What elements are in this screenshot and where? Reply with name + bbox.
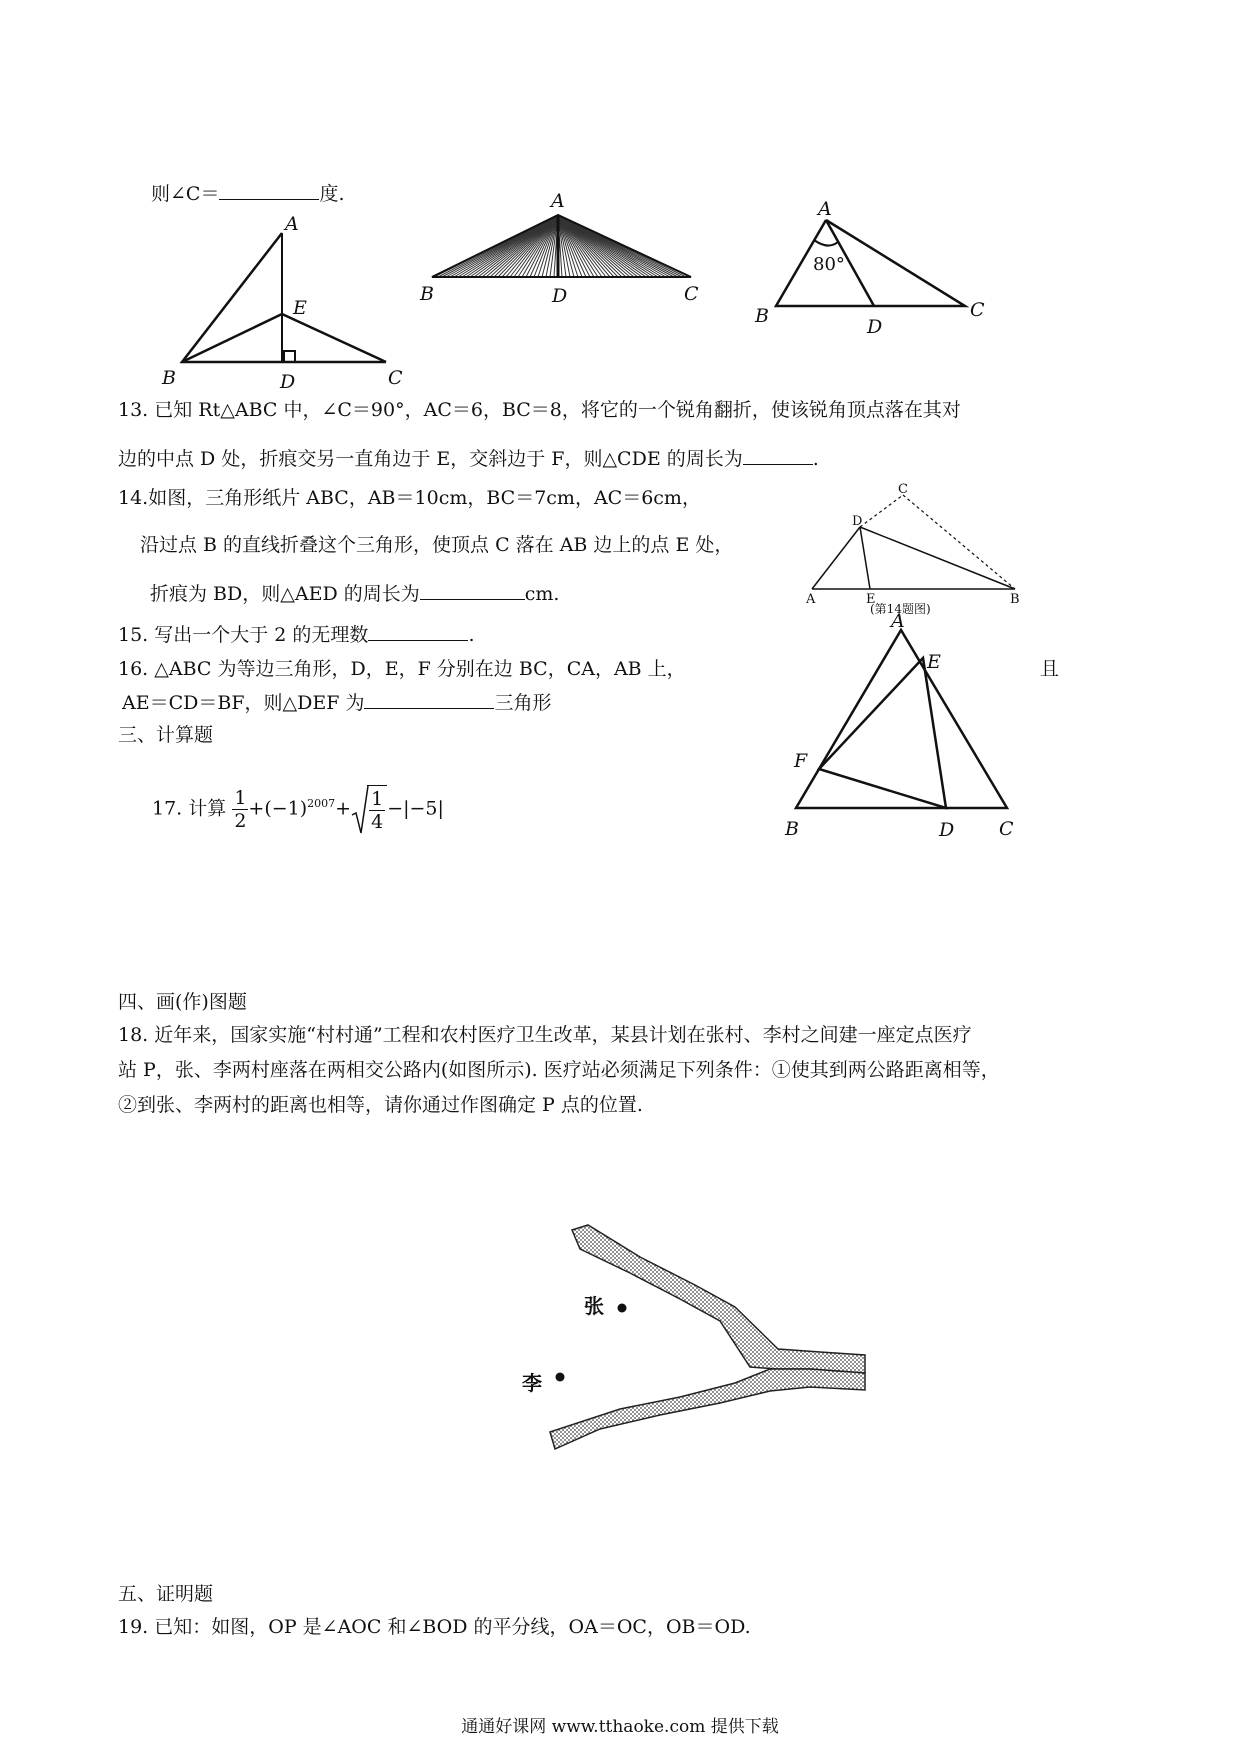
label-a: A	[818, 198, 832, 220]
q15-line: 15. 写出一个大于 2 的无理数 .	[118, 624, 475, 646]
label-b: B	[785, 818, 799, 840]
q17-expression: 17. 计算 $\frac{1}{2}$ $+(-1)^{2007}+$ $\frac{1}{4}$ −|−5|	[152, 786, 444, 834]
village-zhang-dot	[618, 1304, 627, 1313]
section-5-heading: 五、证明题	[118, 1583, 214, 1605]
q13-line2: 边的中点 D 处，折痕交另一直角边于 E，交斜边于 F，则△CDE 的周长为 .	[118, 448, 819, 470]
section-4-heading: 四、画(作)图题	[118, 991, 247, 1013]
label-e: E	[927, 651, 941, 673]
q19-line1: 19. 已知：如图，OP 是∠AOC 和∠BOD 的平分线，OA＝OC，OB＝OD.	[118, 1616, 751, 1638]
figure-equilateral-def	[775, 610, 1035, 850]
village-li-dot	[556, 1373, 565, 1382]
label-a: A	[891, 610, 905, 632]
answer-blank[interactable]	[364, 690, 494, 709]
figure-caption: (第14题图)	[870, 602, 931, 616]
label-d: D	[280, 371, 296, 393]
figure-folded-triangle	[800, 482, 1030, 616]
label-b: B	[755, 305, 769, 327]
answer-blank[interactable]	[743, 446, 813, 465]
answer-blank[interactable]	[420, 581, 525, 600]
page-footer: 通通好课网 www.tthaoke.com 提供下载	[461, 1717, 779, 1737]
label-a: A	[806, 592, 816, 607]
label-d: D	[867, 316, 883, 338]
angle-label: 80°	[813, 254, 845, 275]
label-e: E	[293, 297, 307, 319]
fraction-half: $\frac{1}{2}$	[234, 786, 247, 832]
label-c: C	[999, 818, 1014, 840]
village-zhang-label: 张	[584, 1294, 604, 1318]
section-3-heading: 三、计算题	[118, 724, 214, 746]
figure-triangle-abe	[150, 210, 410, 393]
label-b: B	[1010, 592, 1020, 607]
sqrt-quarter: $\frac{1}{4}$	[351, 785, 387, 834]
q18-line3: ②到张、李两村的距离也相等，请你通过作图确定 P 点的位置.	[118, 1094, 643, 1116]
label-c: C	[898, 482, 908, 497]
label-f: F	[794, 750, 808, 772]
q18-line2: 站 P，张、李两村座落在两相交公路内(如图所示). 医疗站必须满足下列条件：①使其到两公路距离相等，	[118, 1059, 1000, 1081]
q14-line2: 沿过点 B 的直线折叠这个三角形，使顶点 C 落在 AB 边上的点 E 处，	[140, 534, 734, 556]
q14-line3: 折痕为 BD，则△AED 的周长为 cm.	[150, 583, 560, 605]
village-li-label: 李	[522, 1371, 542, 1395]
upper-road	[572, 1225, 865, 1373]
answer-blank[interactable]	[368, 622, 468, 641]
q12-tail-text: 则∠C＝ 度.	[151, 183, 345, 205]
q18-line1: 18. 近年来，国家实施“村村通”工程和农村医疗卫生改革，某县计划在张村、李村之间建一座定点医疗	[118, 1024, 972, 1046]
map-two-roads	[520, 1215, 880, 1455]
q14-line1: 14.如图，三角形纸片 ABC，AB＝10cm，BC＝7cm，AC＝6cm，	[118, 487, 701, 509]
label-a: A	[285, 213, 299, 235]
q13-line1: 13. 已知 Rt△ABC 中，∠C＝90°，AC＝6，BC＝8，将它的一个锐角翻折，使该锐角顶点落在其对	[118, 399, 961, 421]
label-b: B	[420, 283, 434, 305]
q16-line1: 16. △ABC 为等边三角形，D，E，F 分别在边 BC，CA，AB 上，	[118, 658, 686, 680]
label-c: C	[684, 283, 699, 305]
label-c: C	[970, 299, 985, 321]
label-d: D	[852, 514, 863, 529]
q16-line2: AE＝CD＝BF，则△DEF 为 三角形	[122, 692, 552, 714]
label-c: C	[388, 367, 403, 389]
q16-line1-tail: 且	[1040, 658, 1060, 680]
figure-triangle-80deg	[740, 198, 1000, 338]
label-b: B	[162, 367, 176, 389]
label-e: E	[866, 592, 876, 607]
label-d: D	[939, 819, 955, 841]
label-a: A	[551, 190, 565, 212]
label-d: D	[552, 285, 568, 307]
answer-blank[interactable]	[219, 181, 319, 200]
lower-road	[550, 1369, 865, 1449]
figure-hatched-triangle	[420, 190, 710, 310]
